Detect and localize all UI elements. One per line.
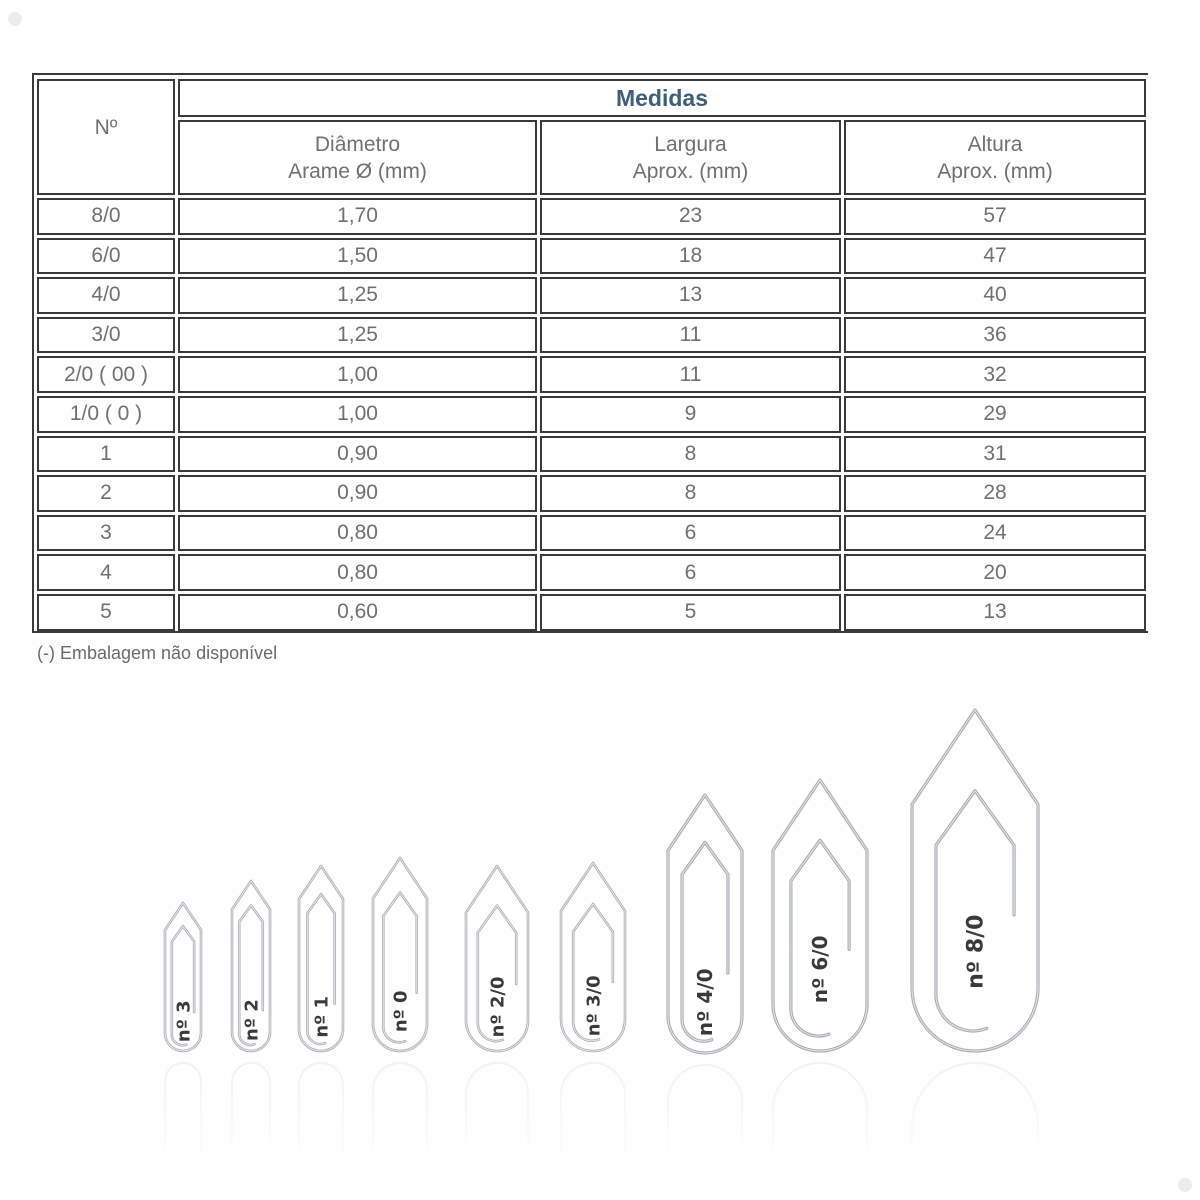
diameter-cell: 1,70: [178, 198, 537, 235]
clip-inner-loop: [936, 791, 1014, 1031]
height-cell: 57: [844, 198, 1146, 235]
diameter-cell: 1,25: [178, 277, 537, 314]
diameter-header-line1: Diâmetro: [314, 132, 401, 156]
footnote: (-) Embalagem não disponível: [37, 643, 278, 663]
diameter-header-line2: Arame Ø (mm): [288, 159, 427, 183]
diameter-cell: 1,00: [178, 396, 537, 433]
number-cell: 1: [37, 436, 175, 473]
diameter-cell: 0,60: [178, 594, 537, 631]
number-cell: 3/0: [37, 317, 175, 354]
number-cell: 2: [37, 475, 175, 512]
height-header: [844, 120, 1146, 195]
number-cell: 4: [37, 554, 175, 591]
height-cell: 24: [844, 515, 1146, 552]
corner-dot-top-left: [8, 12, 22, 26]
number-cell: 1/0 ( 0 ): [37, 396, 175, 433]
clip-label: nº 6/0: [808, 935, 832, 1004]
height-cell: 29: [844, 396, 1146, 433]
width-cell: 9: [540, 396, 841, 433]
width-header-line1: Largura: [654, 132, 727, 156]
number-cell: 3: [37, 515, 175, 552]
width-cell: 5: [540, 594, 841, 631]
height-header-line1: Altura: [967, 132, 1023, 156]
height-cell: 36: [844, 317, 1146, 354]
clip-label: nº 2/0: [487, 976, 509, 1038]
width-cell: 11: [540, 356, 841, 393]
diameter-header: [178, 120, 537, 195]
reflection-fade: [145, 1055, 1100, 1163]
height-cell: 32: [844, 356, 1146, 393]
number-cell: 2/0 ( 00 ): [37, 356, 175, 393]
diameter-cell: 0,90: [178, 475, 537, 512]
diameter-cell: 0,90: [178, 436, 537, 473]
paper-clips-illustration: [145, 683, 1100, 1163]
measures-title: Medidas: [615, 84, 709, 111]
number-cell: 5: [37, 594, 175, 631]
diameter-cell: 1,25: [178, 317, 537, 354]
height-cell: 40: [844, 277, 1146, 314]
width-cell: 6: [540, 554, 841, 591]
width-cell: 6: [540, 515, 841, 552]
clip-label: nº 3: [173, 1000, 195, 1043]
diameter-cell: 1,50: [178, 238, 537, 275]
height-cell: 28: [844, 475, 1146, 512]
number-header-label: Nº: [94, 115, 118, 139]
width-cell: 23: [540, 198, 841, 235]
number-cell: 6/0: [37, 238, 175, 275]
measurements-table: [32, 73, 1148, 633]
width-header: [540, 120, 841, 195]
width-cell: 13: [540, 277, 841, 314]
clip-label: nº 0: [390, 990, 412, 1033]
clip-highlight: [912, 710, 1038, 1051]
height-cell: 20: [844, 554, 1146, 591]
clip-label: nº 8/0: [963, 914, 989, 989]
height-cell: 47: [844, 238, 1146, 275]
width-cell: 11: [540, 317, 841, 354]
width-header-line2: Aprox. (mm): [632, 159, 749, 183]
clip-label: nº 2: [241, 999, 263, 1041]
width-cell: 8: [540, 475, 841, 512]
height-header-line2: Aprox. (mm): [937, 159, 1053, 183]
clip-outer-loop: [773, 780, 867, 1051]
measures-group-header: [178, 79, 1146, 117]
diameter-cell: 1,00: [178, 356, 537, 393]
width-cell: 18: [540, 238, 841, 275]
number-cell: 8/0: [37, 198, 175, 235]
clip-label: nº 3/0: [583, 975, 605, 1037]
clip-highlight: [773, 780, 867, 1051]
width-cell: 8: [540, 436, 841, 473]
clip-label: nº 4/0: [693, 968, 717, 1037]
number-cell: 4/0: [37, 277, 175, 314]
corner-dot-bottom-right: [1178, 1178, 1192, 1192]
height-cell: 31: [844, 436, 1146, 473]
number-header: [37, 79, 175, 195]
height-cell: 13: [844, 594, 1146, 631]
clip-label: nº 1: [311, 995, 333, 1038]
diameter-cell: 0,80: [178, 515, 537, 552]
diameter-cell: 0,80: [178, 554, 537, 591]
clip-outer-loop: [912, 710, 1038, 1051]
